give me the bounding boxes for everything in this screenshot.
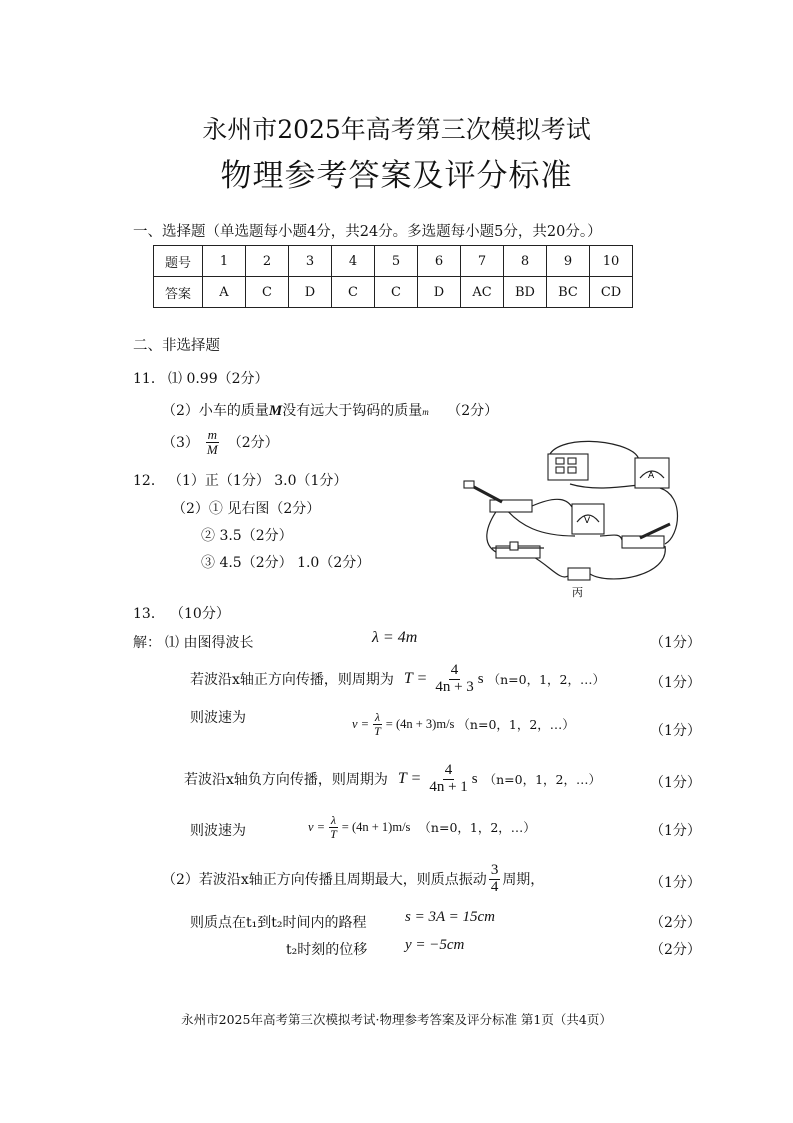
q13-line6-pre: （2）若波沿x轴正方向传播且周期最大，则质点振动: [162, 872, 487, 888]
table-row-answers: [154, 277, 633, 308]
q13-line8-points: （2分）: [650, 942, 701, 958]
voltmeter-symbol: V: [584, 516, 591, 526]
table-cell: 7: [461, 246, 504, 277]
q13-line1-points: （1分）: [650, 635, 701, 651]
q13-line4-text: 若波沿x轴负方向传播，则周期为: [184, 772, 388, 788]
wire: [600, 535, 622, 540]
q11-part2-points: （2分）: [447, 403, 499, 419]
equation-lhs: v =: [352, 716, 370, 731]
q11-part2: [162, 400, 498, 420]
table-cell: 6: [418, 246, 461, 277]
q13-line3-eq: [352, 704, 575, 744]
table-cell: C: [332, 277, 375, 308]
q13-score: （10分）: [170, 606, 230, 622]
q13-line2-fraction: [433, 663, 475, 696]
table-header-cell: 题号: [154, 246, 203, 277]
q11-part3-points: （2分）: [227, 435, 279, 452]
q13-line4-fraction: [427, 763, 469, 796]
table-cell: AC: [461, 277, 504, 308]
q12-part2c: ③ 4.5（2分） 1.0（2分）: [201, 555, 371, 571]
equation-lhs: v =: [308, 819, 326, 834]
section1-heading: 一、选择题（单选题每小题4分，共24分。多选题每小题5分，共20分。）: [133, 224, 602, 240]
q13-line4-unit: s: [471, 770, 478, 787]
table-cell: 10: [590, 246, 633, 277]
switch-lever: [472, 486, 502, 502]
equation-rhs: = (4n + 1)m/s: [341, 819, 411, 834]
q13-line7-text: 则质点在t₁到t₂时间内的路程: [190, 915, 367, 931]
battery-cell: [568, 458, 576, 464]
q11-part3: [162, 428, 279, 456]
table-cell: BD: [504, 277, 547, 308]
q11-part2-pre: （2）小车的质量: [162, 403, 269, 419]
q13-line6: [162, 858, 544, 900]
table-cell: D: [418, 277, 461, 308]
fraction-denominator: T: [330, 826, 337, 841]
q13-line2-points: （1分）: [650, 675, 701, 691]
fraction-denominator: T: [374, 723, 381, 738]
battery-cell: [556, 467, 564, 473]
q13-line6-fraction: [489, 863, 501, 896]
q13-line6-post: 周期，: [502, 872, 545, 888]
document-title: 永州市2025年高考第三次模拟考试: [202, 115, 591, 144]
q13-line3-condition: （n=0，1，2，…）: [457, 717, 575, 732]
wire: [590, 546, 665, 579]
q13-line4-condition: （n=0，1，2，…）: [483, 772, 602, 787]
switch-base: [490, 500, 532, 512]
q13-number: 13．: [133, 606, 165, 622]
fraction-numerator: λ: [330, 812, 337, 827]
battery-cell: [556, 458, 564, 464]
q11-part1: ⑴ 0.99（2分）: [168, 371, 269, 387]
q13-line4-points: （1分）: [650, 775, 701, 791]
q12-part2b: ② 3.5（2分）: [201, 528, 293, 544]
q11-var-m: m: [422, 407, 429, 417]
q13-line1-eq: λ = 4m: [372, 629, 418, 646]
q13-line5-points: （1分）: [650, 823, 701, 839]
fraction-numerator: m: [207, 427, 218, 442]
q13-line5-text: 则波速为: [190, 823, 246, 839]
q13-line8-text: t₂时刻的位移: [286, 942, 368, 958]
document-subtitle: 物理参考答案及评分标准: [220, 158, 573, 194]
q12-number: 12．: [133, 473, 165, 489]
q13-line6-points: （1分）: [650, 875, 701, 891]
q11-part2-post: 没有远大于钩码的质量: [282, 403, 423, 419]
figure-label: 丙: [572, 586, 583, 599]
q13-line2-condition: （n=0，1，2，…）: [487, 672, 606, 687]
wire: [532, 499, 575, 514]
page-footer: 永州市2025年高考第三次模拟考试·物理参考答案及评分标准 第1页（共4页）: [181, 1012, 612, 1027]
table-cell: A: [203, 277, 246, 308]
q13-line7-eq: s = 3A = 15cm: [405, 909, 495, 925]
table-cell: C: [375, 277, 418, 308]
table-cell: 1: [203, 246, 246, 277]
fraction-numerator: 3: [490, 861, 499, 878]
table-cell: 9: [547, 246, 590, 277]
q13-line2: [190, 657, 605, 701]
wire: [532, 556, 568, 577]
q13-line2-lhs: T =: [403, 670, 428, 687]
section2-heading: 二、非选择题: [133, 338, 220, 354]
battery-cell: [568, 467, 576, 473]
fraction-denominator: 4n + 3: [435, 678, 474, 695]
q13-line1-text: ⑴ 由图得波长: [165, 635, 254, 651]
q13-line8-eq: y = −5cm: [405, 937, 465, 953]
rheostat-slider: [510, 542, 518, 550]
table-cell: C: [246, 277, 289, 308]
q13-line3-points: （1分）: [650, 723, 701, 739]
q13-line4-lhs: T =: [397, 770, 422, 787]
q11-fraction: [205, 428, 220, 456]
q11-var-M: M: [268, 403, 283, 419]
q13-line3-fraction: [372, 711, 383, 737]
equation-rhs: = (4n + 3)m/s: [385, 716, 455, 731]
table-cell: 2: [246, 246, 289, 277]
q13-line5-eq: [308, 807, 536, 847]
fraction-denominator: 4: [490, 878, 499, 895]
battery-cell: [568, 568, 590, 580]
q12-part1: （1）正（1分） 3.0（1分）: [168, 473, 348, 489]
table-cell: 5: [375, 246, 418, 277]
fraction-denominator: M: [206, 441, 218, 457]
table-header-cell: 答案: [154, 277, 203, 308]
q13-line4: [184, 757, 601, 801]
table-row-numbers: [154, 246, 633, 277]
q11-number: 11．: [133, 371, 165, 387]
q13-line2-text: 若波沿x轴正方向传播，则周期为: [190, 672, 394, 688]
table-cell: 8: [504, 246, 547, 277]
q13-line7-points: （2分）: [650, 915, 701, 931]
q13-line5-fraction: [328, 814, 339, 840]
switch-handle: [464, 481, 474, 488]
fraction-numerator: 4: [444, 761, 453, 778]
table-cell: D: [289, 277, 332, 308]
q11-part3-label: （3）: [162, 435, 199, 452]
q13-solve-label: 解：: [133, 635, 161, 651]
ammeter-symbol: A: [648, 471, 655, 481]
fraction-numerator: 4: [450, 661, 459, 678]
fraction-denominator: 4n + 1: [429, 778, 468, 795]
table-cell: 3: [289, 246, 332, 277]
circuit-diagram: [460, 436, 690, 602]
answer-table: [153, 245, 633, 308]
q12-part2: （2）① 见右图（2分）: [172, 501, 321, 517]
table-cell: 4: [332, 246, 375, 277]
fraction-numerator: λ: [374, 709, 381, 724]
q13-line2-unit: s: [477, 670, 484, 687]
q13-line5-condition: （n=0，1，2，…）: [418, 820, 536, 835]
table-cell: BC: [547, 277, 590, 308]
table-cell: CD: [590, 277, 633, 308]
